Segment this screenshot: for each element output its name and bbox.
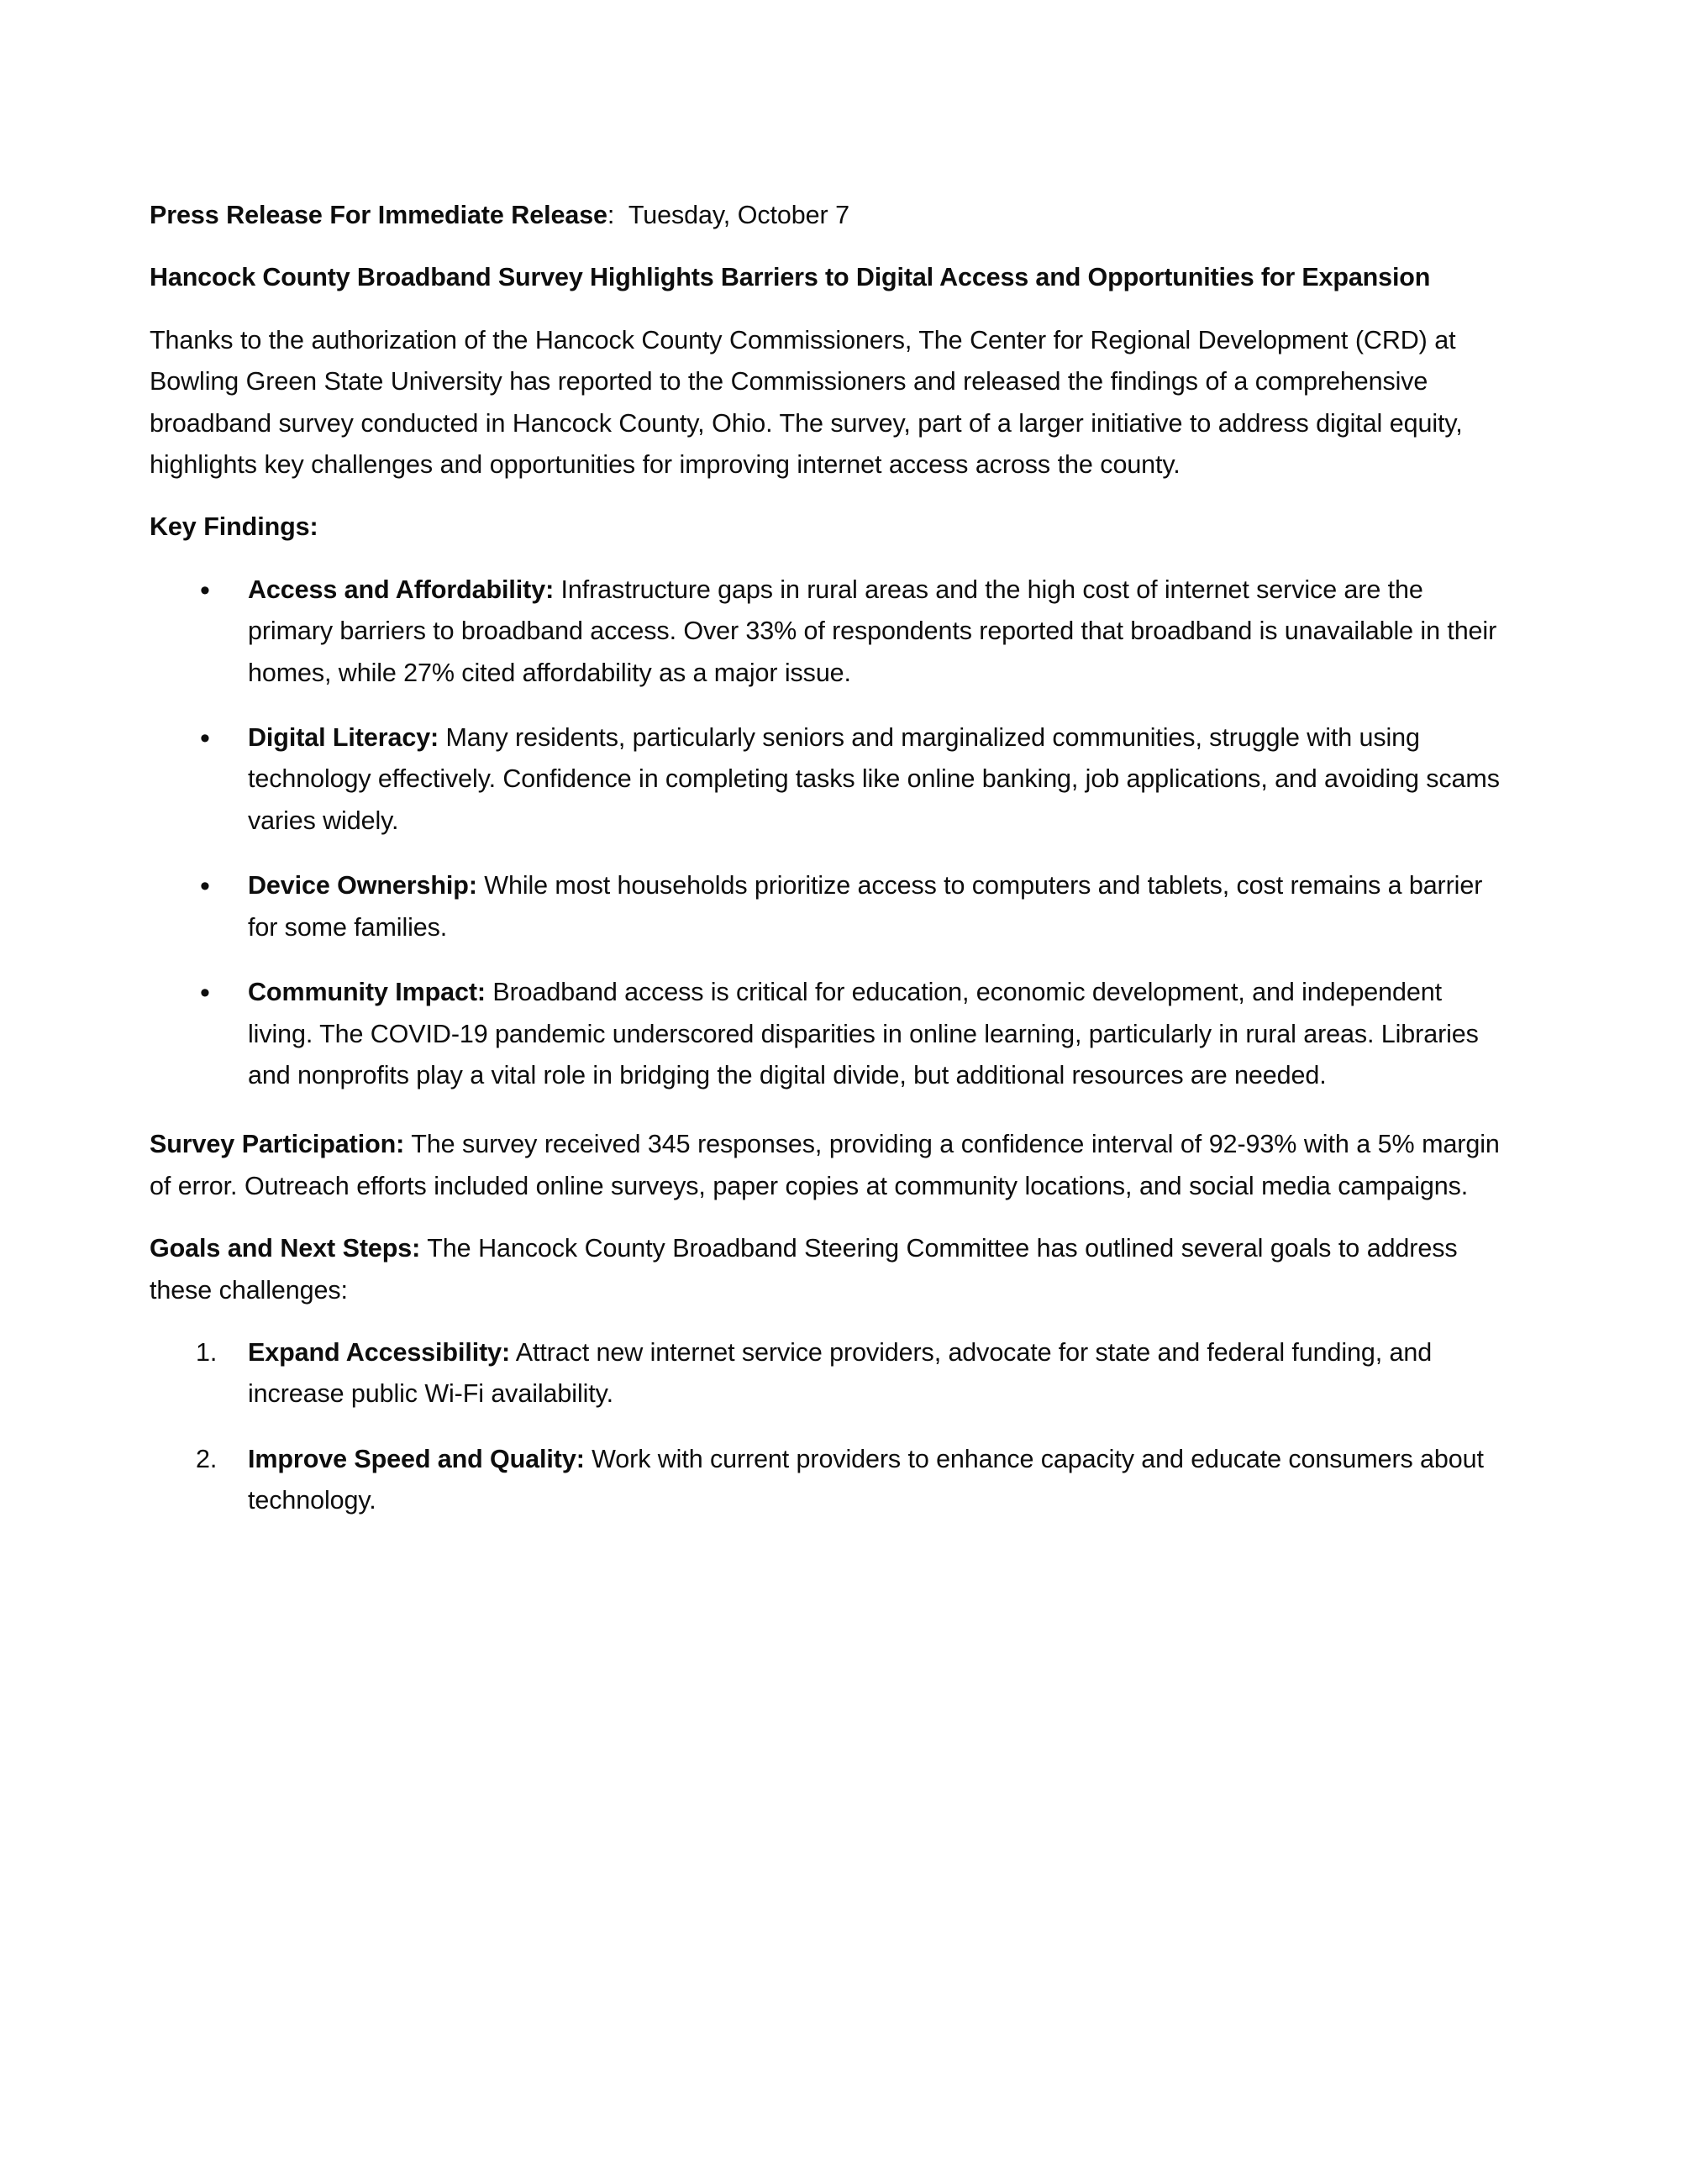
survey-participation-text: The survey received 345 responses, providing a confidence interval of 92-93% with a 5% margin of error. Outreach efforts included online surveys, paper copies at community locations, and social media campaigns.	[150, 1130, 1500, 1200]
list-item	[150, 1332, 1504, 1415]
press-release-header-line	[150, 195, 1504, 236]
document-body	[150, 195, 1504, 1522]
list-item	[150, 1439, 1504, 1522]
list-number: 1.	[196, 1337, 218, 1367]
list-item-term: Community Impact:	[248, 978, 486, 1007]
list-item-text: While most households prioritize access to computers and tablets, cost remains a barrier for some families.	[248, 871, 1483, 942]
goals-next-steps-text: The Hancock County Broadband Steering Committee has outlined several goals to address these challenges:	[150, 1234, 1458, 1305]
bullet-icon: •	[200, 722, 210, 755]
intro-paragraph: Thanks to the authorization of the Hancock County Commissioners, The Center for Regional Development (CRD) at Bowling Green State University has reported to the Commissioners and released the findings of a comprehensive broadband survey conducted in Hancock County, Ohio. The survey, part of a larger initiative to address digital equity, highlights key challenges and opportunities for improving internet access across the county.	[150, 325, 1463, 480]
list-item-term: Device Ownership:	[248, 871, 477, 900]
list-item	[150, 717, 1504, 842]
press-release-label: Press Release For Immediate Release	[150, 201, 607, 229]
page-title: Hancock County Broadband Survey Highlights Barriers to Digital Access and Opportunities for Expansion	[150, 263, 1431, 292]
list-item-text: Broadband access is critical for education, economic development, and independent living. The COVID-19 pandemic underscored disparities in online learning, particularly in rural areas. Libraries and nonprofits play a vital role in bridging the digital divide, but additional resources are needed.	[248, 978, 1479, 1089]
goals-next-steps-term: Goals and Next Steps:	[150, 1234, 421, 1263]
list-item	[150, 865, 1504, 948]
list-item	[150, 972, 1504, 1096]
key-findings-list	[150, 570, 1504, 1096]
list-item-term: Expand Accessibility:	[248, 1337, 511, 1367]
key-findings-heading: Key Findings:	[150, 512, 318, 542]
press-release-date-spacer	[614, 201, 628, 229]
list-number: 2.	[196, 1444, 218, 1473]
list-item-term: Improve Speed and Quality:	[248, 1444, 585, 1473]
goals-list	[150, 1332, 1504, 1522]
list-item-text: Many residents, particularly seniors and marginalized communities, struggle with using technology effectively. Confidence in completing tasks like online banking, job applications, and avoiding scams varies widely.	[248, 723, 1500, 835]
survey-participation-term: Survey Participation:	[150, 1130, 405, 1159]
press-release-separator: :	[607, 201, 615, 229]
bullet-icon: •	[200, 870, 210, 903]
list-item-text: Infrastructure gaps in rural areas and the high cost of internet service are the primary barriers to broadband access. Over 33% of respondents reported that broadband is unavailable in their homes, while 27% cited affordability as a major issue.	[248, 575, 1497, 687]
list-item-text: Work with current providers to enhance capacity and educate consumers about technology.	[248, 1444, 1484, 1515]
list-item	[150, 570, 1504, 694]
survey-participation-paragraph	[150, 1124, 1504, 1207]
press-release-date: Tuesday, October 7	[628, 201, 849, 229]
list-item-text: Attract new internet service providers, advocate for state and federal funding, and increase public Wi-Fi availability.	[248, 1337, 1433, 1409]
bullet-icon: •	[200, 574, 210, 606]
goals-next-steps-paragraph	[150, 1228, 1504, 1311]
list-item-term: Access and Affordability:	[248, 575, 555, 604]
bullet-icon: •	[200, 977, 210, 1010]
list-item-term: Digital Literacy:	[248, 723, 439, 753]
